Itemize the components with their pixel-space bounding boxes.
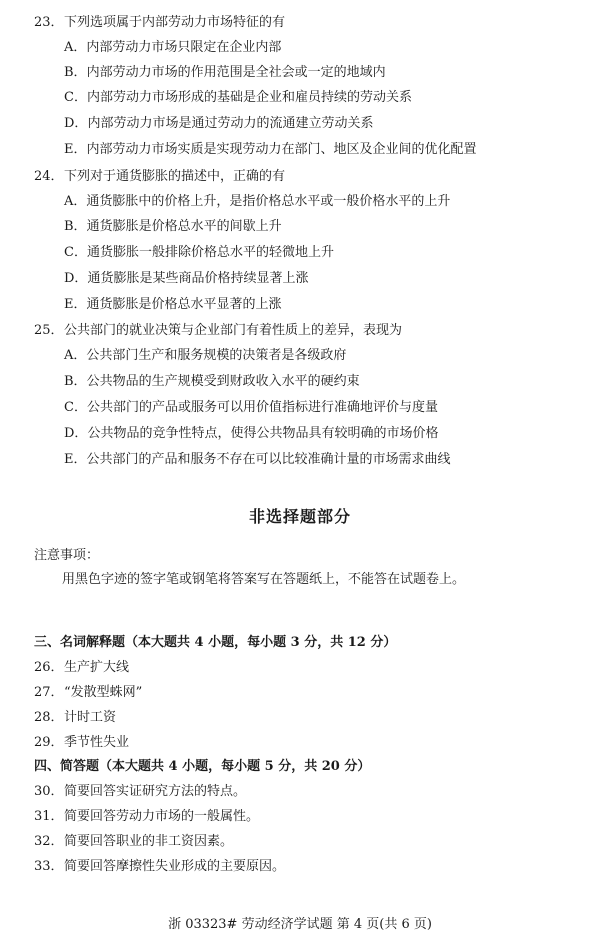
question-30	[34, 783, 246, 801]
option-text: 公共物品的竞争性特点，使得公共物品具有较明确的市场价格	[87, 426, 439, 441]
question-33	[34, 858, 285, 876]
option-23-d	[64, 115, 373, 133]
option-text: 通货膨胀一般排除价格总水平的轻微地上升	[86, 245, 334, 260]
question-number: 26．	[34, 660, 64, 675]
question-text: 生产扩大线	[64, 660, 130, 675]
option-23-c	[64, 89, 412, 107]
question-text: “发散型蛛网”	[64, 685, 143, 700]
option-25-d	[64, 425, 438, 443]
option-letter: B．	[64, 219, 87, 234]
option-23-e	[64, 141, 477, 159]
page-footer: 浙 03323# 劳动经济学试题 第 4 页(共 6 页)	[168, 917, 432, 932]
option-text: 通货膨胀是价格总水平显著的上涨	[86, 297, 282, 312]
option-letter: A．	[64, 194, 87, 209]
option-text: 公共部门生产和服务规模的决策者是各级政府	[86, 348, 347, 363]
question-number: 24．	[34, 169, 64, 184]
question-stem: 下列选项属于内部劳动力市场特征的有	[64, 15, 286, 30]
question-26	[34, 659, 129, 677]
option-24-a	[64, 193, 450, 211]
option-25-a	[64, 347, 346, 365]
question-32	[34, 833, 233, 851]
option-letter: D．	[64, 426, 88, 441]
option-letter: A．	[64, 348, 87, 363]
question-28	[34, 709, 116, 727]
option-25-e	[64, 451, 451, 469]
question-number: 32．	[34, 834, 64, 849]
option-24-b	[64, 218, 282, 236]
option-text: 内部劳动力市场是通过劳动力的流通建立劳动关系	[87, 116, 374, 131]
question-stem: 公共部门的就业决策与企业部门有着性质上的差异，表现为	[64, 323, 403, 338]
question-text: 简要回答摩擦性失业形成的主要原因。	[64, 859, 286, 874]
option-text: 公共部门的产品和服务不存在可以比较准确计量的市场需求曲线	[86, 452, 451, 467]
question-number: 27．	[34, 685, 64, 700]
question-number: 31．	[34, 809, 64, 824]
question-23	[34, 14, 285, 32]
question-number: 29．	[34, 735, 64, 750]
option-text: 公共部门的产品或服务可以用价值指标进行准确地评价与度量	[86, 400, 438, 415]
option-24-e	[64, 296, 282, 314]
option-letter: C．	[64, 245, 87, 260]
option-letter: E．	[64, 142, 87, 157]
option-25-c	[64, 399, 438, 417]
question-text: 计时工资	[64, 710, 117, 725]
option-23-a	[64, 39, 281, 57]
section-4-heading: 四、简答题（本大题共 4 小题，每小题 5 分，共 20 分）	[34, 759, 371, 774]
option-letter: B．	[64, 374, 87, 389]
option-letter: C．	[64, 90, 87, 105]
option-letter: E．	[64, 297, 87, 312]
question-text: 简要回答职业的非工资因素。	[64, 834, 234, 849]
question-number: 33．	[34, 859, 64, 874]
section-title: 非选择题部分	[248, 507, 351, 526]
option-text: 内部劳动力市场形成的基础是企业和雇员持续的劳动关系	[86, 90, 412, 105]
question-24	[34, 168, 285, 186]
question-number: 23．	[34, 15, 64, 30]
option-23-b	[64, 64, 386, 82]
option-text: 内部劳动力市场的作用范围是全社会或一定的地域内	[86, 65, 386, 80]
section-3-heading: 三、名词解释题（本大题共 4 小题，每小题 3 分，共 12 分）	[34, 635, 397, 650]
option-letter: E．	[64, 452, 87, 467]
question-text: 季节性失业	[64, 735, 130, 750]
option-text: 通货膨胀中的价格上升，是指价格总水平或一般价格水平的上升	[86, 194, 451, 209]
option-25-b	[64, 373, 360, 391]
option-letter: D．	[64, 271, 88, 286]
option-letter: B．	[64, 65, 87, 80]
option-text: 通货膨胀是价格总水平的间歇上升	[86, 219, 282, 234]
option-letter: A．	[64, 40, 87, 55]
option-letter: C．	[64, 400, 87, 415]
option-letter: D．	[64, 116, 88, 131]
notice-text: 用黑色字迹的签字笔或钢笔将答案写在答题纸上，不能答在试题卷上。	[62, 572, 466, 587]
notice-label: 注意事项：	[34, 548, 100, 563]
question-27	[34, 684, 142, 702]
question-text: 简要回答劳动力市场的一般属性。	[64, 809, 260, 824]
option-text: 通货膨胀是某些商品价格持续显著上涨	[87, 271, 309, 286]
question-stem: 下列对于通货膨胀的描述中，正确的有	[64, 169, 286, 184]
question-25	[34, 322, 402, 340]
question-number: 25．	[34, 323, 64, 338]
option-text: 内部劳动力市场只限定在企业内部	[86, 40, 282, 55]
question-number: 28．	[34, 710, 64, 725]
option-24-d	[64, 270, 308, 288]
option-24-c	[64, 244, 334, 262]
question-number: 30．	[34, 784, 64, 799]
option-text: 内部劳动力市场实质是实现劳动力在部门、地区及企业间的优化配置	[86, 142, 477, 157]
option-text: 公共物品的生产规模受到财政收入水平的硬约束	[86, 374, 360, 389]
question-text: 简要回答实证研究方法的特点。	[64, 784, 247, 799]
question-31	[34, 808, 259, 826]
question-29	[34, 734, 129, 752]
